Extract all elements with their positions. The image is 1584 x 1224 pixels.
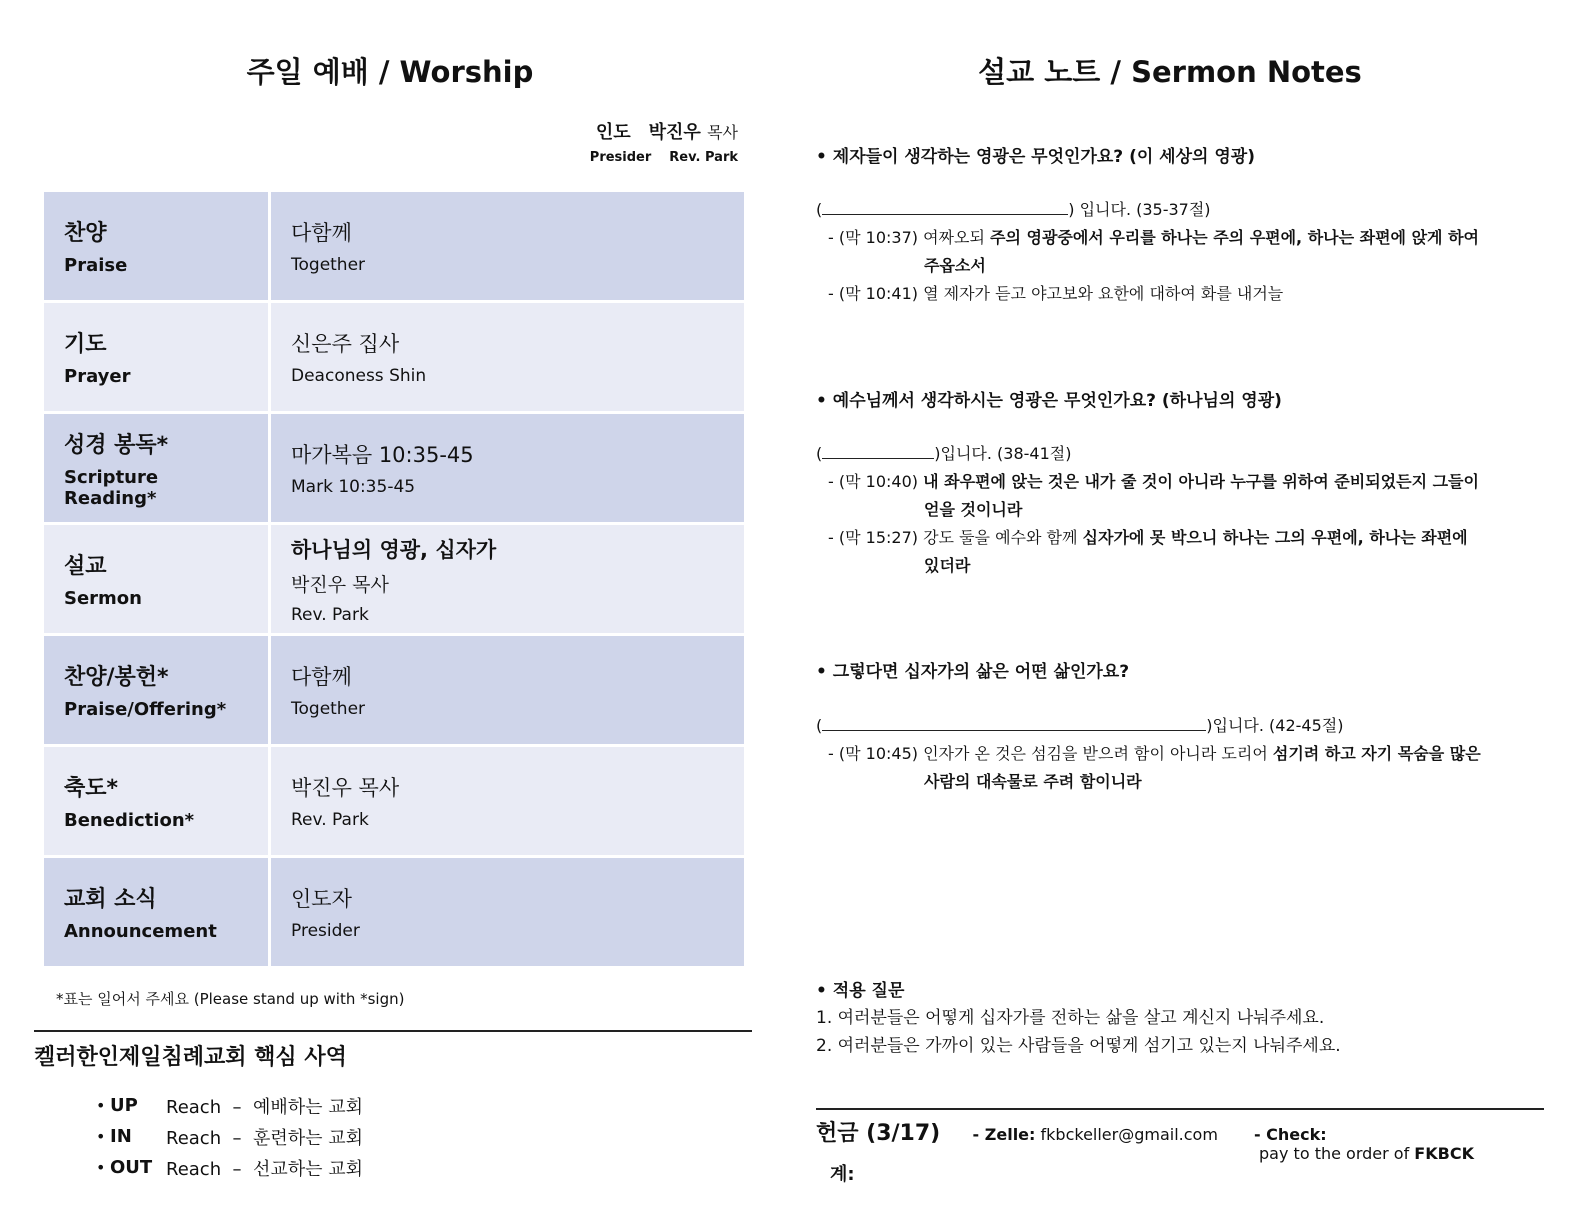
reference-lead: - (막 15:27) 강도 둘을 예수와 함께 bbox=[828, 528, 1083, 547]
order-item-label bbox=[44, 303, 271, 414]
reference-bold: 섬기려 하고 자기 목숨을 많은 bbox=[1272, 744, 1481, 763]
divider bbox=[816, 1108, 1544, 1110]
answer-suffix: ) 입니다. (35-37절) bbox=[1068, 200, 1211, 219]
zelle-info bbox=[973, 1125, 1254, 1144]
order-item-ko: 찬양/봉헌* bbox=[64, 665, 169, 690]
reference bbox=[828, 524, 1538, 580]
answer-suffix: )입니다. (42-45절) bbox=[1206, 716, 1344, 735]
order-item-en: Praise bbox=[64, 255, 128, 276]
stand-note: *표는 일어서 주세요 (Please stand up with *sign) bbox=[56, 990, 405, 1008]
order-item-ko: 찬양 bbox=[64, 221, 107, 246]
check-label: - Check: bbox=[1253, 1125, 1327, 1144]
presider-ko-name: 박진우 bbox=[648, 122, 701, 143]
reference bbox=[828, 224, 1538, 280]
offering-total-label: 계: bbox=[830, 1164, 855, 1185]
question-2: • 예수님께서 생각하시는 영광은 무엇인가요? (하나님의 영광) bbox=[816, 391, 1282, 411]
order-item-ko: 축도* bbox=[64, 776, 119, 801]
order-item-label bbox=[44, 414, 271, 525]
ministry-code: IN bbox=[110, 1126, 132, 1147]
paren-open: ( bbox=[816, 444, 823, 463]
check-text: pay to the order of bbox=[1253, 1144, 1415, 1163]
sermon-notes-title: 설교 노트 / Sermon Notes bbox=[978, 55, 1362, 89]
order-item-label bbox=[44, 747, 271, 858]
list-item: 1. 여러분들은 어떻게 십자가를 전하는 삶을 살고 계신지 나눠주세요. bbox=[816, 1008, 1325, 1028]
bullet-icon: • bbox=[96, 1158, 106, 1177]
reference-lead: - (막 10:40) bbox=[828, 472, 924, 491]
ministry-code: OUT bbox=[110, 1157, 153, 1178]
order-item-ko: 성경 봉독* bbox=[64, 432, 169, 458]
order-value-ko: 박진우 목사 bbox=[291, 776, 400, 800]
bullet-icon: • bbox=[96, 1096, 106, 1115]
order-item-value bbox=[271, 414, 744, 525]
reference-continuation: 있더라 bbox=[924, 556, 971, 575]
references-2 bbox=[828, 468, 1538, 580]
reference-continuation: 사람의 대속물로 주려 함이니라 bbox=[924, 772, 1142, 791]
question-3: • 그렇다면 십자가의 삶은 어떤 삶인가요? bbox=[816, 662, 1130, 682]
ministry-text: Reach – 선교하는 교회 bbox=[166, 1158, 364, 1180]
application-questions bbox=[816, 1004, 1341, 1060]
order-value-en: Rev. Park bbox=[291, 604, 369, 625]
order-item-value bbox=[271, 525, 744, 636]
references-1 bbox=[828, 224, 1538, 308]
divider bbox=[34, 1030, 752, 1032]
presider-en-name: Rev. Park bbox=[669, 150, 738, 165]
sermon-title: 하나님의 영광, 십자가 bbox=[291, 537, 497, 562]
presider-ko-role: 목사 bbox=[707, 123, 738, 142]
order-value-ko: 신은주 집사 bbox=[291, 332, 400, 356]
application-title: • 적용 질문 bbox=[816, 981, 905, 1001]
offering-label: 헌금 (3/17) bbox=[816, 1121, 941, 1146]
reference: - (막 10:41) 열 제자가 듣고 야고보와 요한에 대하여 화를 내거늘 bbox=[828, 284, 1284, 303]
zelle-email: fkbckeller@gmail.com bbox=[1035, 1125, 1218, 1144]
ministry-code: UP bbox=[110, 1095, 138, 1116]
order-value-en: Together bbox=[291, 699, 366, 719]
order-item-en: Benediction* bbox=[64, 810, 195, 831]
paren-open: ( bbox=[816, 200, 823, 219]
answer-blank-2 bbox=[816, 440, 1071, 468]
reference bbox=[828, 740, 1538, 796]
order-value-ko: 마가복음 10:35-45 bbox=[291, 443, 474, 467]
order-value-en: Rev. Park bbox=[291, 810, 369, 830]
paren-open: ( bbox=[816, 716, 823, 735]
list-item bbox=[96, 1090, 363, 1121]
order-item-en: Scripture Reading* bbox=[64, 466, 159, 509]
order-item-en: Announcement bbox=[64, 921, 217, 942]
reference-continuation: 주옵소서 bbox=[924, 256, 986, 275]
order-of-worship-table bbox=[44, 192, 744, 969]
references-3 bbox=[828, 740, 1538, 796]
order-item-en: Prayer bbox=[64, 366, 131, 387]
zelle-label: - Zelle: bbox=[972, 1125, 1036, 1144]
order-value-en: Mark 10:35-45 bbox=[291, 477, 416, 497]
reference bbox=[828, 468, 1538, 524]
order-value-ko: 박진우 목사 bbox=[291, 573, 389, 596]
ministry-list bbox=[96, 1090, 363, 1183]
order-item-ko: 기도 bbox=[64, 332, 107, 357]
order-value-en: Deaconess Shin bbox=[291, 366, 427, 386]
fill-blank[interactable] bbox=[822, 712, 1206, 731]
list-item bbox=[96, 1121, 363, 1152]
worship-title: 주일 예배 / Worship bbox=[246, 55, 534, 89]
presider-ko-label: 인도 bbox=[595, 122, 631, 143]
ministry-text: Reach – 훈련하는 교회 bbox=[166, 1127, 364, 1149]
order-item-en: Praise/Offering* bbox=[64, 699, 227, 720]
order-item-value bbox=[271, 303, 744, 414]
order-item-label bbox=[44, 192, 271, 303]
order-value-ko: 다함께 bbox=[291, 221, 352, 245]
order-item-ko: 교회 소식 bbox=[64, 887, 157, 912]
fill-blank[interactable] bbox=[822, 440, 934, 459]
order-value-ko: 다함께 bbox=[291, 665, 352, 689]
order-item-value bbox=[271, 192, 744, 303]
reference-continuation: 얻을 것이니라 bbox=[924, 500, 1023, 519]
answer-suffix: )입니다. (38-41절) bbox=[934, 444, 1072, 463]
order-value-en: Presider bbox=[291, 921, 360, 941]
order-item-en: Sermon bbox=[64, 588, 142, 609]
reference-bold: 주의 영광중에서 우리를 하나는 주의 우편에, 하나는 좌편에 앉게 하여 bbox=[990, 228, 1479, 247]
reference-bold: 십자가에 못 박으니 하나는 그의 우편에, 하나는 좌편에 bbox=[1082, 528, 1468, 547]
order-value-en: Together bbox=[291, 255, 366, 275]
ministry-title: 켈러한인제일침례교회 핵심 사역 bbox=[34, 1045, 347, 1070]
order-row-prayer bbox=[44, 303, 744, 414]
presider-block bbox=[590, 118, 738, 165]
order-row-sermon bbox=[44, 525, 744, 636]
order-row-praise bbox=[44, 192, 744, 303]
presider-en-label: Presider bbox=[589, 150, 652, 165]
order-row-benediction bbox=[44, 747, 744, 858]
reference-lead: - (막 10:45) 인자가 온 것은 섬김을 받으려 함이 아니라 도리어 bbox=[828, 744, 1273, 763]
order-item-value bbox=[271, 636, 744, 747]
check-payee: FKBCK bbox=[1414, 1144, 1474, 1163]
question-1: • 제자들이 생각하는 영광은 무엇인가요? (이 세상의 영광) bbox=[816, 147, 1255, 167]
order-row-scripture bbox=[44, 414, 744, 525]
reference-lead: - (막 10:37) 여짜오되 bbox=[828, 228, 990, 247]
bullet-icon: • bbox=[96, 1127, 106, 1146]
fill-blank[interactable] bbox=[822, 196, 1068, 215]
answer-blank-3 bbox=[816, 712, 1343, 740]
reference-bold: 내 좌우편에 앉는 것은 내가 줄 것이 아니라 누구를 위하여 준비되었든지 그들이 bbox=[923, 472, 1479, 491]
list-item bbox=[96, 1152, 363, 1183]
list-item: 2. 여러분들은 가까이 있는 사람들을 어떻게 섬기고 있는지 나눠주세요. bbox=[816, 1036, 1341, 1056]
order-item-label bbox=[44, 636, 271, 747]
order-item-label bbox=[44, 525, 271, 636]
order-item-label bbox=[44, 858, 271, 969]
check-info bbox=[1254, 1125, 1544, 1163]
order-item-value bbox=[271, 858, 744, 969]
ministry-text: Reach – 예배하는 교회 bbox=[166, 1096, 364, 1118]
answer-blank-1 bbox=[816, 196, 1211, 224]
order-item-ko: 설교 bbox=[64, 554, 107, 579]
order-row-announcement bbox=[44, 858, 744, 969]
offering-info bbox=[816, 1116, 1544, 1163]
order-row-offering bbox=[44, 636, 744, 747]
order-item-value bbox=[271, 747, 744, 858]
order-value-ko: 인도자 bbox=[291, 887, 352, 911]
